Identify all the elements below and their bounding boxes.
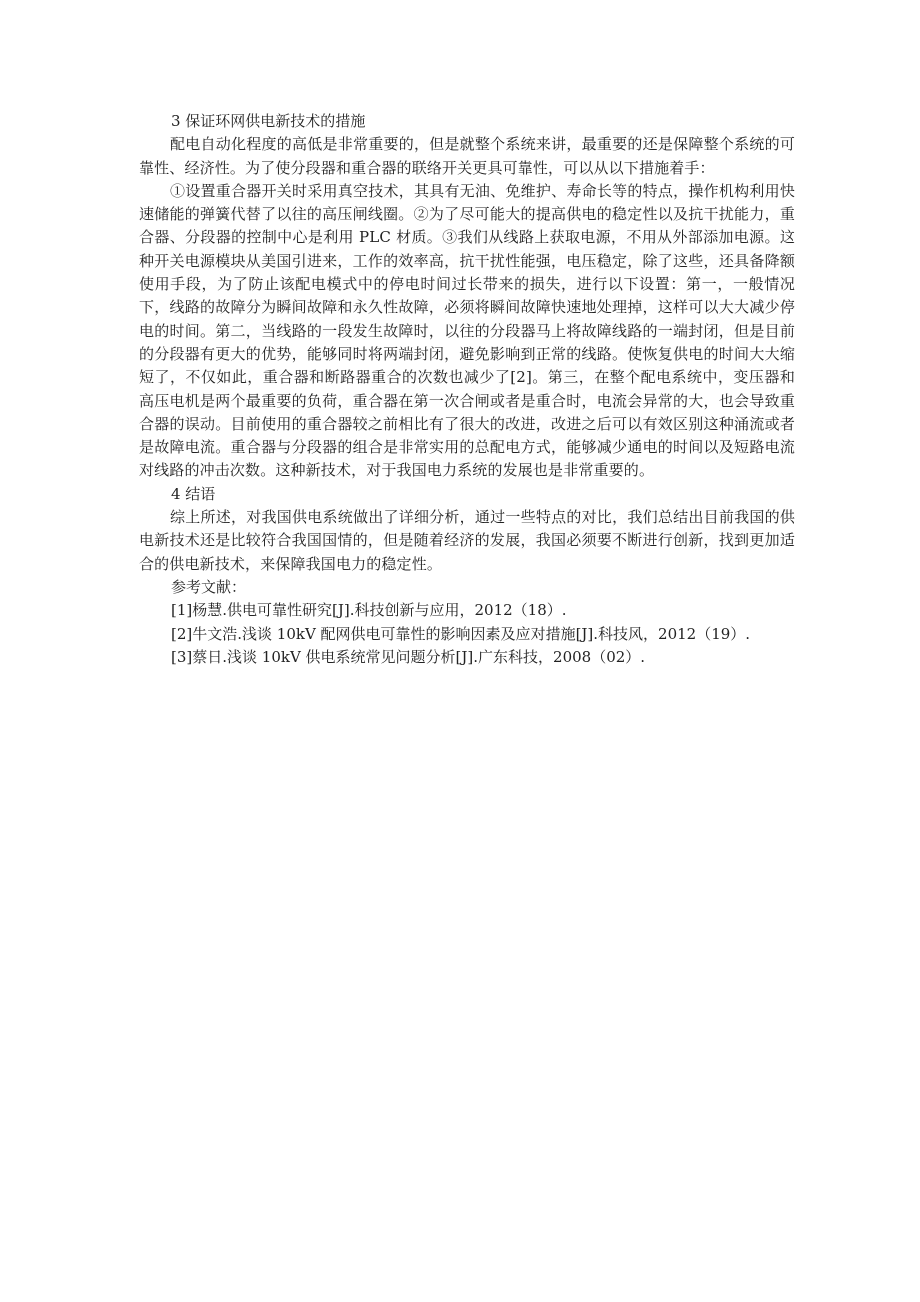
reference-item-3: [3]蔡日.浅谈 10kV 供电系统常见问题分析[J].广东科技，2008（02）. bbox=[171, 647, 646, 666]
section-3-paragraph-intro: 配电自动化程度的高低是非常重要的，但是就整个系统来讲，最重要的还是保障整个系统的可靠性、经济性。为了使分段器和重合器的联络开关更具可靠性，可以从以下措施着手： bbox=[139, 135, 795, 177]
reference-item-2: [2]牛文浩.浅谈 10kV 配网供电可靠性的影响因素及应对措施[J].科技风，2012（19）. bbox=[171, 624, 751, 643]
references-list bbox=[139, 599, 795, 669]
section-4-paragraph-conclusion: 综上所述，对我国供电系统做出了详细分析，通过一些特点的对比，我们总结出目前我国的供电新技术还是比较符合我国国情的，但是随着经济的发展，我国必须要不断进行创新，找到更加适合的供电新技术，来保障我国电力的稳定性。 bbox=[139, 508, 795, 573]
article-body bbox=[139, 110, 795, 669]
reference-item-1: [1]杨慧.供电可靠性研究[J].科技创新与应用，2012（18）. bbox=[171, 601, 567, 620]
references-title: 参考文献： bbox=[171, 577, 247, 596]
section-3-heading: 3 保证环网供电新技术的措施 bbox=[171, 112, 366, 130]
section-3-paragraph-measures: ①设置重合器开关时采用真空技术，其具有无油、免维护、寿命长等的特点，操作机构利用快速储能的弹簧代替了以往的高压闸线圈。②为了尽可能大的提高供电的稳定性以及抗干扰能力，重合器、分段器的控制中心是利用 PLC 材质。③我们从线路上获取电源，不用从外部添加电源。这种开关电源模块从美国引进来，工作的效率高，抗干扰性能强，电压稳定，除了这些，还具备降额使用手段，为了防止该配电模式中的停电时间过长带来的损失，进行以下设置：第一，一般情况下，线路的故障分为瞬间故障和永久性故障，必须将瞬间故障快速地处理掉，这样可以大大减少停电的时间。第二，当线路的一段发生故障时，以往的分段器马上将故障线路的一端封闭，但是目前的分段器有更大的优势，能够同时将两端封闭，避免影响到正常的线路。使恢复供电的时间大大缩短了，不仅如此，重合器和断路器重合的次数也减少了[2]。第三，在整个配电系统中，变压器和高压电机是两个最重要的负荷，重合器在第一次合闸或者是重合时，电流会异常的大，也会导致重合器的误动。目前使用的重合器较之前相比有了很大的改进，改进之后可以有效区别这种涌流或者是故障电流。重合器与分段器的组合是非常实用的总配电方式，能够减少通电的时间以及短路电流对线路的冲击次数。这种新技术，对于我国电力系统的发展也是非常重要的。 bbox=[139, 181, 795, 480]
section-4-heading: 4 结语 bbox=[171, 484, 216, 503]
